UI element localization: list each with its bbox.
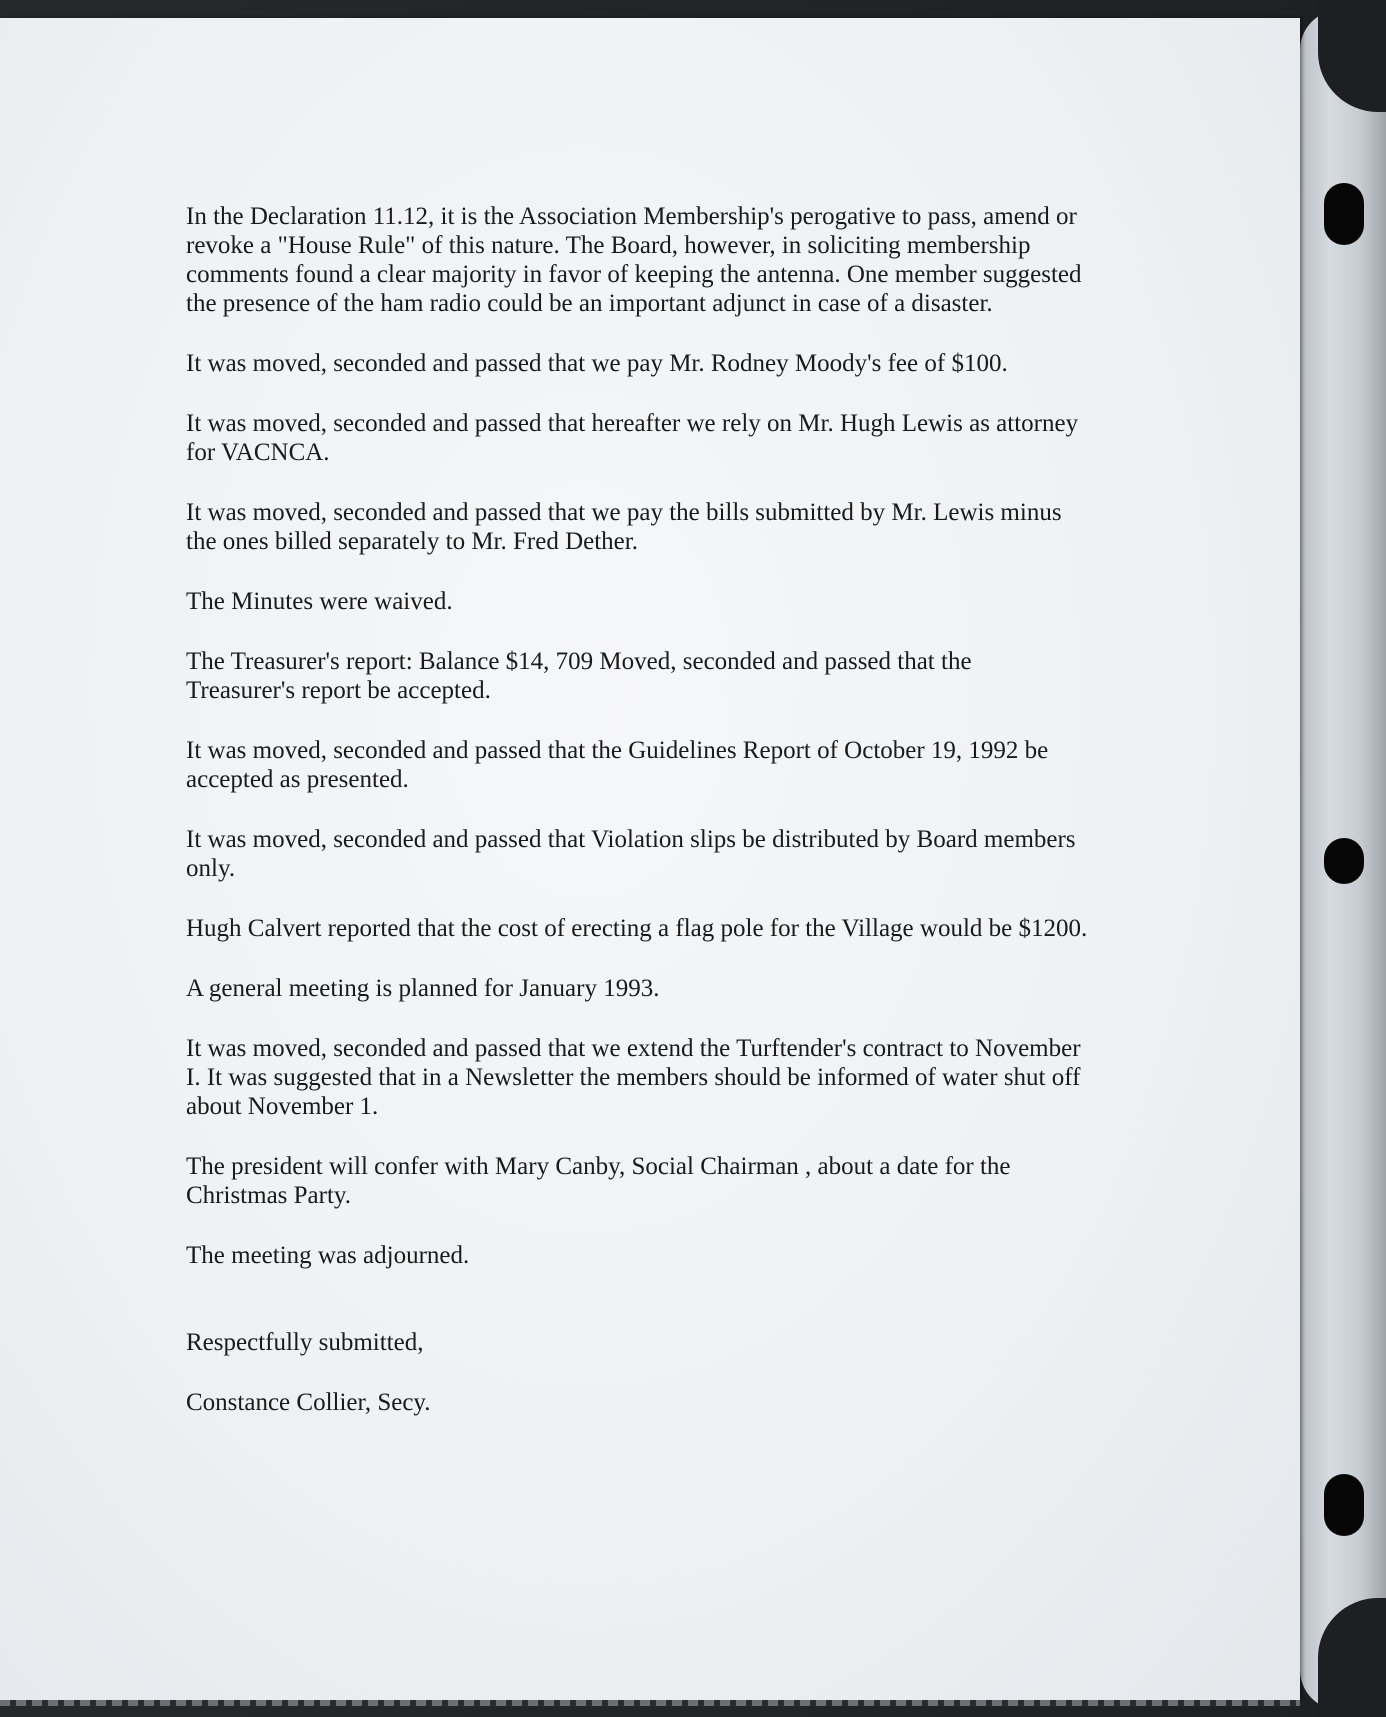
paragraph-moody-fee: It was moved, seconded and passed that we pay Mr. Rodney Moody's fee of $100. (186, 350, 1008, 377)
closing-line: Respectfully submitted, (186, 1329, 424, 1356)
paragraph-christmas-party: The president will confer with Mary Canby, Social Chairman , about a date for the Christmas Party. (186, 1153, 1011, 1209)
paragraph-adjourned: The meeting was adjourned. (186, 1242, 470, 1269)
paragraph-declaration: In the Declaration 11.12, it is the Association Membership's perogative to pass, amend or revoke a "House Rule" of this nature. The Board, however, in soliciting membership comments found a clear majority in favor of keeping the antenna. One member suggested the presence of the ham radio could be an important adjunct in case of a disaster. (186, 203, 1082, 317)
paragraph-treasurer-report: The Treasurer's report: Balance $14, 709 Moved, seconded and passed that the Treasurer's report be accepted. (186, 648, 972, 704)
paper-sheet (0, 18, 1300, 1700)
binder-hole-middle (1324, 838, 1364, 884)
document-body (186, 202, 1106, 1448)
paragraph-guidelines-report: It was moved, seconded and passed that the Guidelines Report of October 19, 1992 be accepted as presented. (186, 737, 1049, 793)
paragraph-attorney: It was moved, seconded and passed that hereafter we rely on Mr. Hugh Lewis as attorney for VACNCA. (186, 410, 1079, 466)
paragraph-violation-slips: It was moved, seconded and passed that Violation slips be distributed by Board members only. (186, 826, 1076, 882)
paragraph-flag-pole: Hugh Calvert reported that the cost of erecting a flag pole for the Village would be $1200. (186, 915, 1088, 942)
binder-hole-bottom (1324, 1474, 1364, 1536)
sheet-bottom-edge (0, 1700, 1300, 1706)
paragraph-lewis-bills: It was moved, seconded and passed that we pay the bills submitted by Mr. Lewis minus the ones billed separately to Mr. Fred Dether. (186, 499, 1062, 555)
binder-hole-top (1324, 183, 1364, 245)
signature-line: Constance Collier, Secy. (186, 1389, 431, 1416)
paragraph-turftender-contract: It was moved, seconded and passed that we extend the Turftender's contract to November I. It was suggested that in a Newsletter the members should be informed of water shut off about November 1. (186, 1035, 1081, 1120)
paragraph-minutes: The Minutes were waived. (186, 588, 453, 615)
paragraph-general-meeting: A general meeting is planned for January 1993. (186, 975, 660, 1002)
